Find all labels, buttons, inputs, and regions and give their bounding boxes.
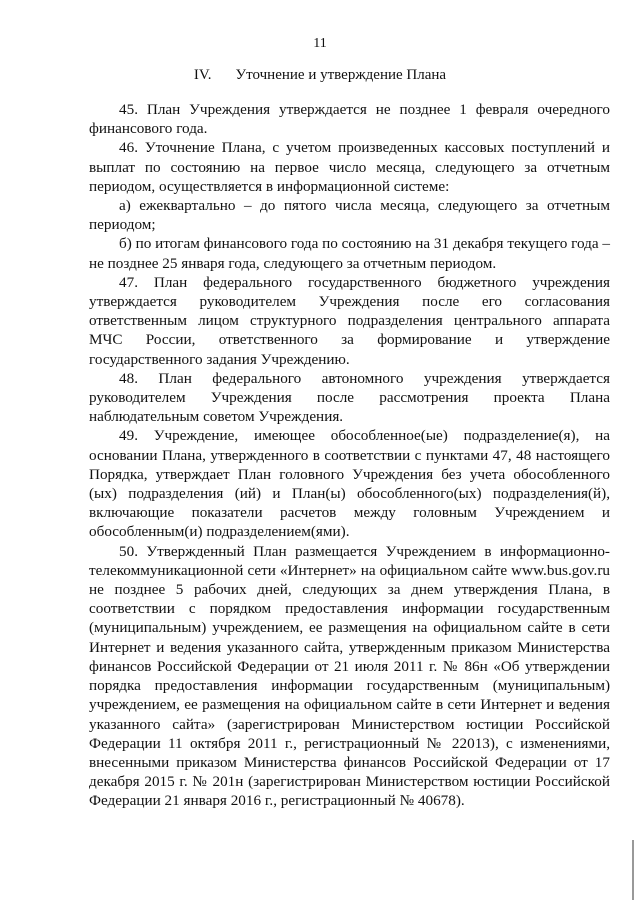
document-body — [89, 100, 610, 811]
scan-edge-mark — [632, 840, 634, 900]
paragraph-48: 48. План федерального автономного учреждения утверждается руководителем Учреждения после рассмотрения проекта Плана наблюдательным советом Учреждения. — [89, 369, 610, 426]
paragraph-46: 46. Уточнение Плана, с учетом произведенных кассовых поступлений и выплат по состоянию на первое число месяца, следующего за отчетным периодом, осуществляется в информационной системе: — [89, 139, 610, 195]
section-number: IV. — [193, 67, 212, 83]
section-heading — [0, 67, 640, 84]
paragraph-47: 47. План федерального государственного бюджетного учреждения утверждается руководителем Учреждения после его согласования ответственным лицом структурного подразделения центрального аппарата МЧС России, ответственного за формирование и утверждение государственного задания Учреждению. — [89, 273, 610, 368]
paragraph-46-a: а) ежеквартально – до пятого числа месяца, следующего за отчетным периодом; — [89, 197, 610, 234]
page-number: 11 — [313, 36, 327, 51]
paragraph-50: 50. Утвержденный План размещается Учреждением в информационно-телекоммуникационной сети «Интернет» на официальном сайте www.bus.gov.ru не позднее 5 рабочих дней, следующих за днем утверждения Плана, в соответствии с порядком предоставления информации государственным (муниципальным) учреждением, ее размещения на официальном сайте в сети Интернет и ведения указанного сайта, утвержденным приказом Министерства финансов Российской Федерации от 21 июля 2011 г. № 86н «Об утверждении порядка предоставления информации государственным (муниципальным) учреждением, ее размещения на официальном сайте в сети Интернет и ведения указанного сайта» (зарегистрирован Министерством юстиции Российской Федерации 11 октября 2011 г., регистрационный № 22013), с изменениями, внесенными приказом Министерства финансов Российской Федерации от 17 декабря 2015 г. № 201н (зарегистрирован Министерством юстиции Российской Федерации 21 января 2016 г., регистрационный № 40678). — [89, 542, 610, 810]
section-title: Уточнение и утверждение Плана — [235, 67, 447, 83]
paragraph-49: 49. Учреждение, имеющее обособленное(ые) подразделение(я), на основании Плана, утвержденного в соответствии с пунктами 47, 48 настоящего Порядка, утверждает План головного Учреждения без учета обособленного (ых) подразделения (ий) и План(ы) обособленного(ых) подразделения(й), включающие показатели расчетов между головным Учреждением и обособленным(и) подразделением(ями). — [89, 427, 610, 541]
paragraph-45: 45. План Учреждения утверждается не позднее 1 февраля очередного финансового года. — [89, 101, 610, 138]
paragraph-46-b: б) по итогам финансового года по состоянию на 31 декабря текущего года – не позднее 25 января года, следующего за отчетным периодом. — [89, 235, 610, 272]
